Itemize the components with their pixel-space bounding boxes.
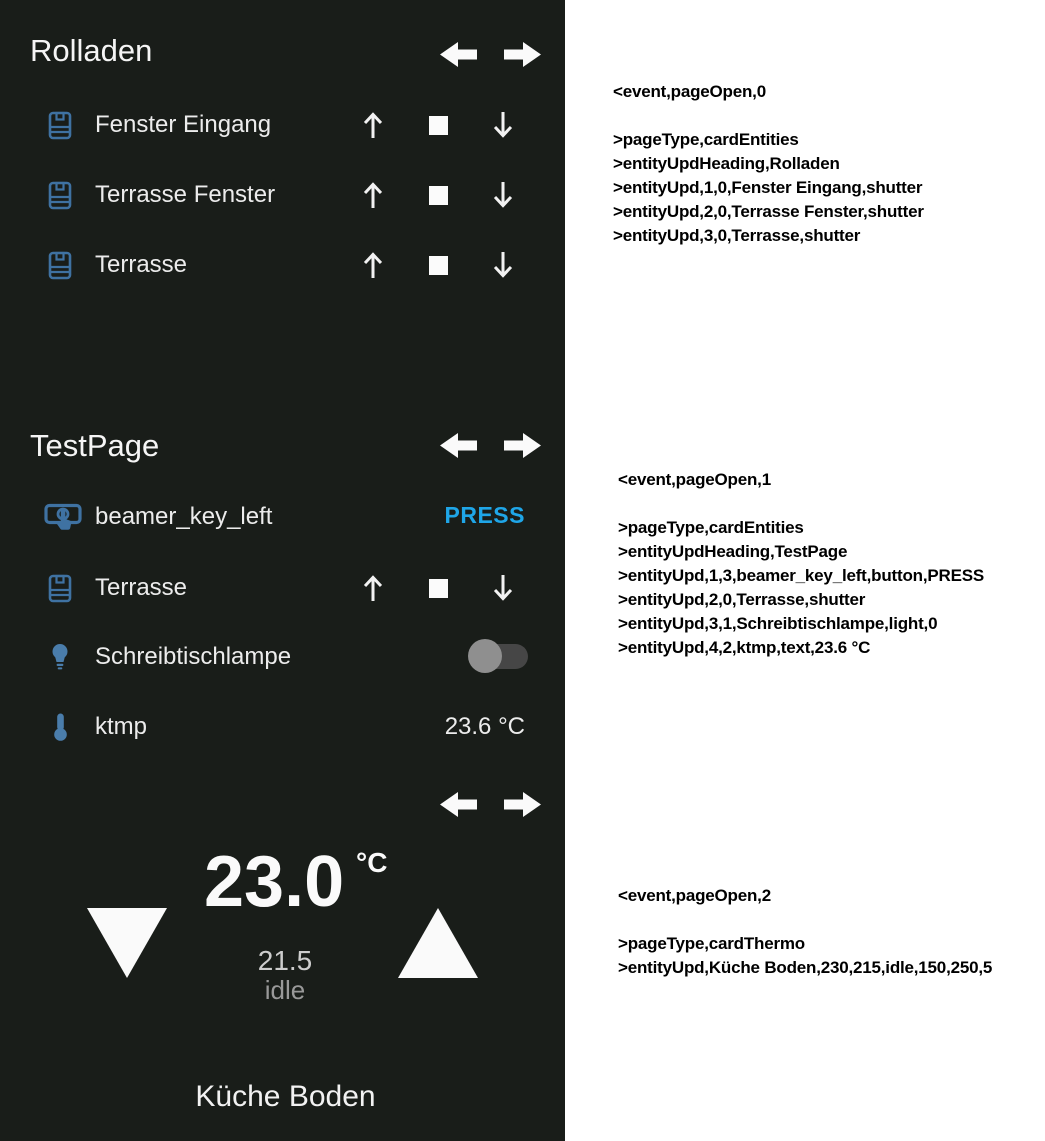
press-button[interactable]: PRESS bbox=[444, 502, 525, 528]
thermometer-icon bbox=[52, 712, 69, 742]
target-temperature: 21.5 bbox=[257, 945, 313, 976]
log-line: <event,pageOpen,1 bbox=[618, 470, 771, 489]
log-line: >entityUpd,2,0,Terrasse Fenster,shutter bbox=[613, 202, 924, 221]
entity-label: beamer_key_left bbox=[95, 503, 273, 530]
log-line bbox=[613, 104, 924, 128]
nav-left-arrow[interactable] bbox=[440, 432, 477, 459]
entity-label: Terrasse bbox=[95, 251, 188, 278]
shutter-stop-button[interactable] bbox=[429, 186, 448, 205]
log-line: >pageType,cardThermo bbox=[618, 934, 805, 953]
entity-label: Terrasse Fenster bbox=[95, 181, 276, 208]
nav-right-arrow[interactable] bbox=[504, 791, 541, 818]
temperature-unit: °C bbox=[356, 847, 388, 878]
entity-label: Schreibtischlampe bbox=[95, 643, 292, 670]
shutter-up-button[interactable] bbox=[361, 180, 385, 210]
shutter-icon bbox=[48, 181, 72, 210]
shutter-icon bbox=[48, 251, 72, 280]
log-line: >entityUpdHeading,Rolladen bbox=[613, 154, 840, 173]
card-heading-testpage: TestPage bbox=[30, 428, 160, 463]
nav-left-arrow[interactable] bbox=[440, 791, 477, 818]
log-line: >entityUpd,1,0,Fenster Eingang,shutter bbox=[613, 178, 923, 197]
log-line bbox=[618, 908, 992, 932]
log-line: >pageType,cardEntities bbox=[618, 518, 804, 537]
log-line: >entityUpd,1,3,beamer_key_left,button,PRESS bbox=[618, 566, 984, 585]
log-block-page0 bbox=[613, 80, 924, 248]
temp-up-button[interactable] bbox=[398, 908, 478, 978]
light-toggle-knob[interactable] bbox=[468, 639, 502, 673]
shutter-down-button[interactable] bbox=[491, 250, 515, 280]
temp-down-button[interactable] bbox=[87, 908, 167, 978]
shutter-down-button[interactable] bbox=[491, 180, 515, 210]
shutter-stop-button[interactable] bbox=[429, 256, 448, 275]
log-line: >entityUpd,3,0,Terrasse,shutter bbox=[613, 226, 861, 245]
lightbulb-icon bbox=[48, 642, 72, 672]
log-line: <event,pageOpen,2 bbox=[618, 886, 771, 905]
card-heading-rolladen: Rolladen bbox=[30, 33, 153, 68]
log-line bbox=[618, 492, 984, 516]
hvac-state: idle bbox=[264, 975, 306, 1005]
log-line: >entityUpd,4,2,ktmp,text,23.6 °C bbox=[618, 638, 871, 657]
shutter-down-button[interactable] bbox=[491, 110, 515, 140]
shutter-icon bbox=[48, 111, 72, 140]
shutter-icon bbox=[48, 574, 72, 603]
shutter-up-button[interactable] bbox=[361, 110, 385, 140]
current-temperature: 23.0 bbox=[204, 842, 345, 922]
shutter-up-button[interactable] bbox=[361, 250, 385, 280]
log-line: >pageType,cardEntities bbox=[613, 130, 799, 149]
sensor-value: 23.6 °C bbox=[444, 713, 525, 740]
thermo-room-label: Küche Boden bbox=[195, 1080, 376, 1113]
shutter-stop-button[interactable] bbox=[429, 116, 448, 135]
log-line: >entityUpd,3,1,Schreibtischlampe,light,0 bbox=[618, 614, 938, 633]
nav-left-arrow[interactable] bbox=[440, 41, 477, 68]
shutter-up-button[interactable] bbox=[361, 573, 385, 603]
nav-right-arrow[interactable] bbox=[504, 41, 541, 68]
log-line: >entityUpd,2,0,Terrasse,shutter bbox=[618, 590, 866, 609]
log-line: >entityUpd,Küche Boden,230,215,idle,150,250,5 bbox=[618, 958, 993, 977]
entity-label: ktmp bbox=[95, 713, 148, 740]
nav-right-arrow[interactable] bbox=[504, 432, 541, 459]
gesture-tap-button-icon bbox=[44, 502, 82, 532]
shutter-stop-button[interactable] bbox=[429, 579, 448, 598]
entity-label: Fenster Eingang bbox=[95, 111, 272, 138]
log-block-page1 bbox=[618, 468, 984, 660]
log-line: >entityUpdHeading,TestPage bbox=[618, 542, 848, 561]
entity-label: Terrasse bbox=[95, 574, 188, 601]
log-block-page2 bbox=[618, 884, 992, 980]
log-line: <event,pageOpen,0 bbox=[613, 82, 766, 101]
shutter-down-button[interactable] bbox=[491, 573, 515, 603]
